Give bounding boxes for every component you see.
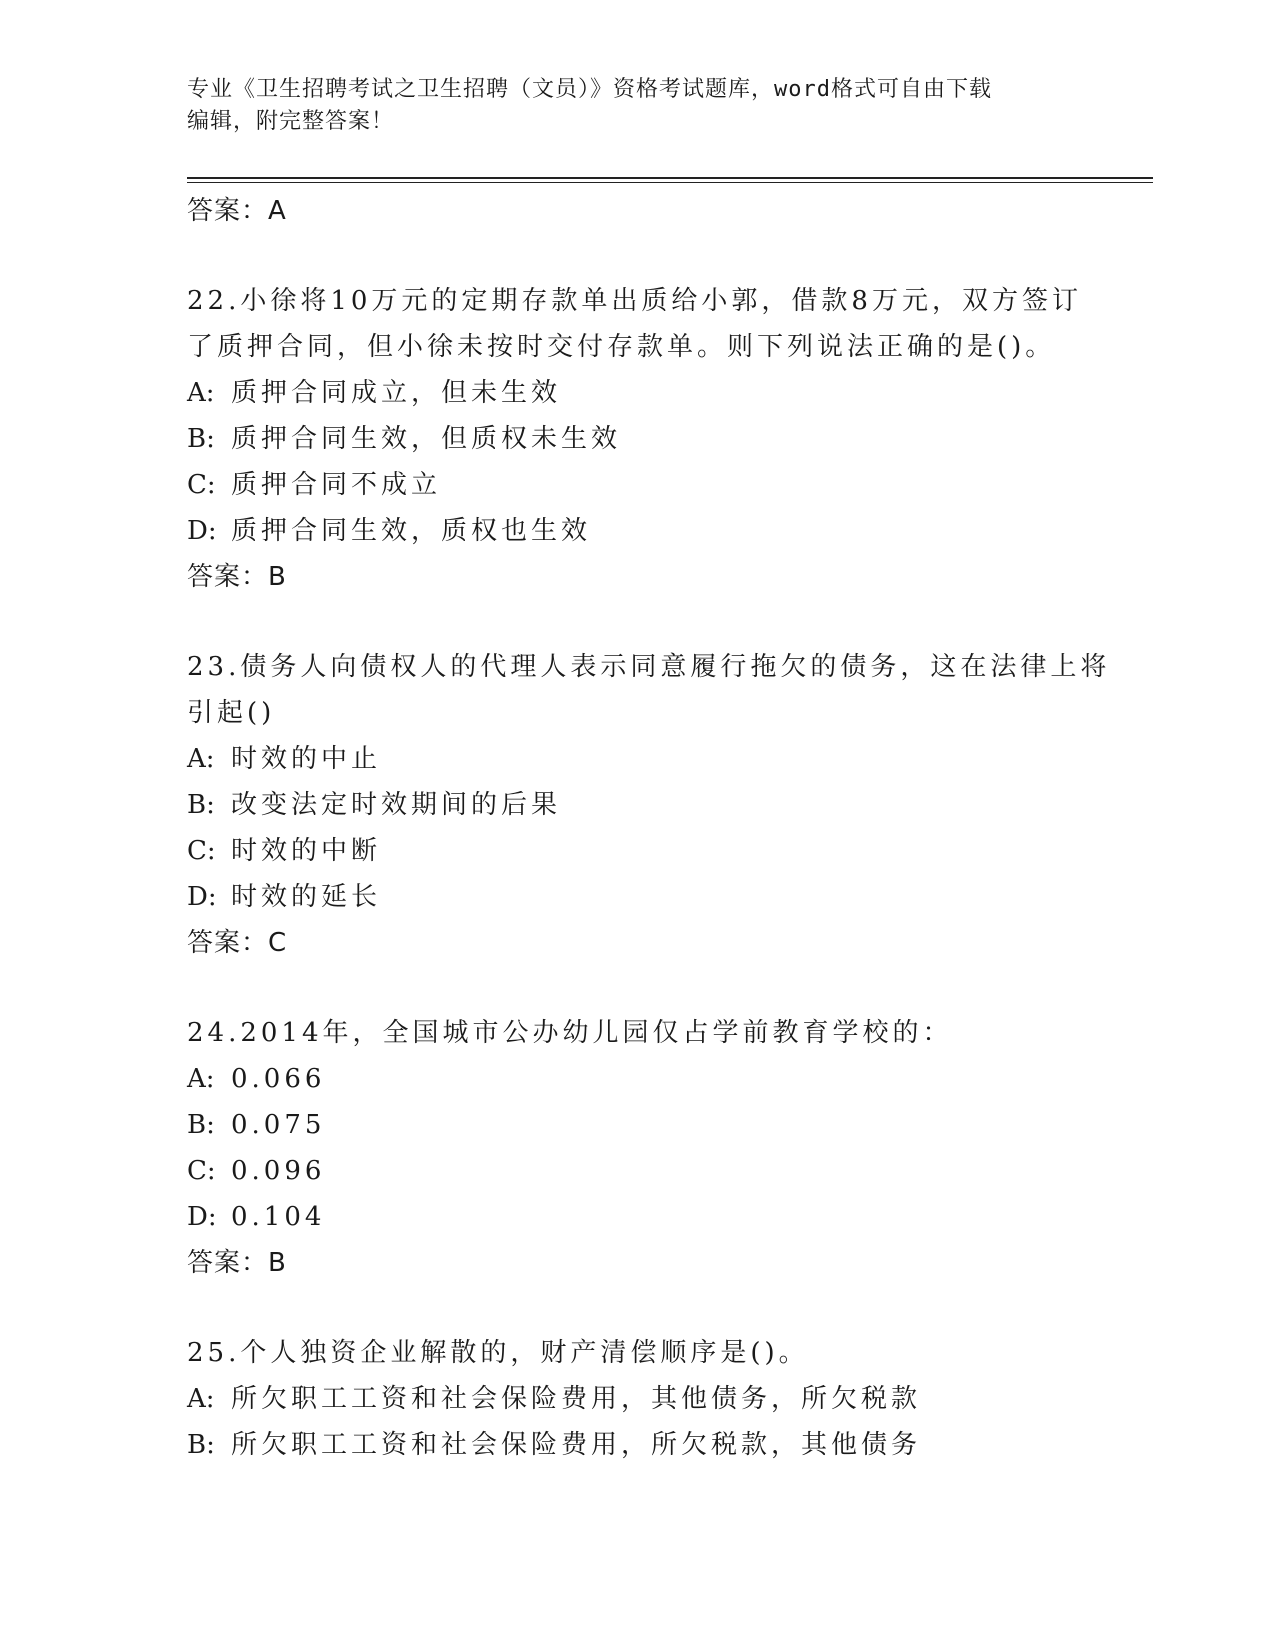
option-key: B: — [187, 1110, 215, 1140]
option-b — [187, 1102, 1087, 1148]
header-line-1: 专业《卫生招聘考试之卫生招聘（文员）》资格考试题库，word格式可自由下载 — [187, 77, 992, 102]
option-text: 时效的中断 — [231, 836, 382, 866]
option-b — [187, 782, 1087, 828]
spacer — [187, 966, 1087, 1010]
option-c — [187, 462, 1087, 508]
spacer — [187, 600, 1087, 644]
option-key: B: — [187, 424, 215, 454]
option-c — [187, 828, 1087, 874]
question-stem-line: 22.小徐将10万元的定期存款单出质给小郭，借款8万元，双方签订 — [187, 286, 1082, 316]
option-key: B: — [187, 790, 215, 820]
option-text: 0.066 — [231, 1064, 326, 1094]
question-25 — [187, 1330, 1087, 1468]
option-text: 质押合同生效，但质权未生效 — [231, 424, 622, 454]
spacer — [187, 1286, 1087, 1330]
option-text: 质押合同生效，质权也生效 — [231, 516, 592, 546]
option-text: 0.096 — [231, 1156, 326, 1186]
answer-line: 答案：B — [187, 1248, 287, 1278]
option-c — [187, 1148, 1087, 1194]
option-text: 质押合同成立，但未生效 — [231, 378, 562, 408]
option-key: D: — [187, 516, 217, 546]
option-key: A: — [187, 1064, 215, 1094]
option-text: 质押合同不成立 — [231, 470, 442, 500]
option-a — [187, 1376, 1087, 1422]
option-a — [187, 1056, 1087, 1102]
question-stem-line: 23.债务人向债权人的代理人表示同意履行拖欠的债务，这在法律上将 — [187, 652, 1111, 682]
header-divider — [187, 177, 1153, 179]
option-text: 0.075 — [231, 1110, 326, 1140]
option-text: 时效的延长 — [231, 882, 382, 912]
option-a — [187, 736, 1087, 782]
question-stem-line: 25.个人独资企业解散的，财产清偿顺序是()。 — [187, 1338, 809, 1368]
option-key: D: — [187, 882, 217, 912]
option-text: 时效的中止 — [231, 744, 382, 774]
option-key: C: — [187, 1156, 216, 1186]
question-stem-line: 了质押合同，但小徐未按时交付存款单。则下列说法正确的是()。 — [187, 332, 1056, 362]
header-divider-thin — [187, 182, 1153, 183]
spacer — [187, 234, 1087, 278]
answer-line: 答案：A — [187, 196, 287, 226]
option-key: A: — [187, 378, 215, 408]
option-key: D: — [187, 1202, 217, 1232]
question-22 — [187, 278, 1087, 600]
option-b — [187, 1422, 1087, 1468]
option-key: A: — [187, 744, 215, 774]
page-header — [187, 74, 1087, 138]
answer-line: 答案：C — [187, 928, 288, 958]
question-stem-line: 24.2014年，全国城市公办幼儿园仅占学前教育学校的： — [187, 1018, 953, 1048]
option-text: 所欠职工工资和社会保险费用，所欠税款，其他债务 — [231, 1430, 922, 1460]
header-line-2: 编辑，附完整答案！ — [187, 109, 395, 134]
answer-line: 答案：B — [187, 562, 287, 592]
question-list — [187, 188, 1111, 1468]
option-a — [187, 370, 1087, 416]
option-d — [187, 508, 1087, 554]
option-d — [187, 1194, 1087, 1240]
option-key: C: — [187, 836, 216, 866]
option-text: 0.104 — [231, 1202, 326, 1232]
option-b — [187, 416, 1087, 462]
option-key: C: — [187, 470, 216, 500]
option-text: 改变法定时效期间的后果 — [231, 790, 562, 820]
question-stem-line: 引起() — [187, 698, 276, 728]
option-key: A: — [187, 1384, 215, 1414]
option-text: 所欠职工工资和社会保险费用，其他债务，所欠税款 — [231, 1384, 922, 1414]
question-23 — [187, 644, 1111, 966]
option-d — [187, 874, 1087, 920]
question-24 — [187, 1010, 1087, 1286]
option-key: B: — [187, 1430, 215, 1460]
